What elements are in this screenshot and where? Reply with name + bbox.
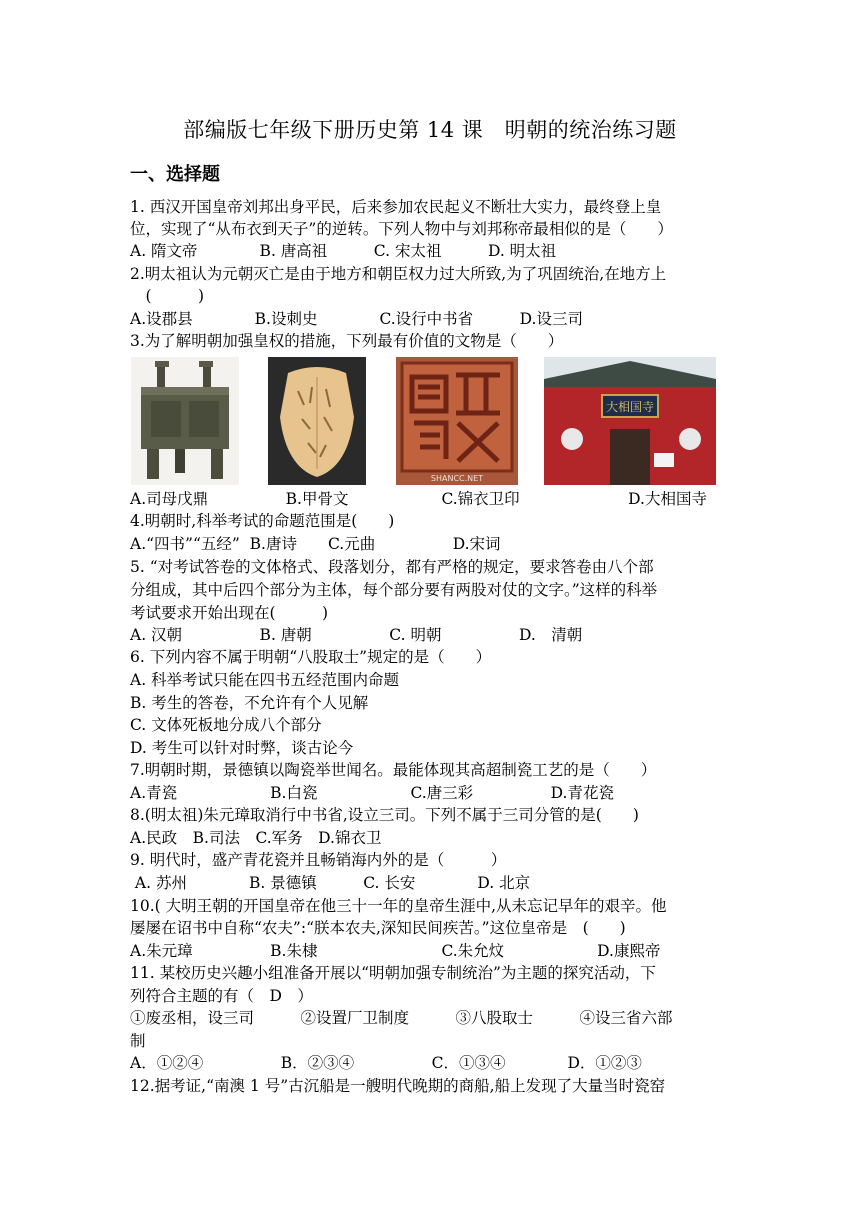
text-line: 考试要求开始出现在( ) [130, 604, 329, 622]
text-line: 11. 某校历史兴趣小组准备开展以“明朝加强专制统治”为主题的探究活动，下 [130, 964, 656, 982]
oracle-bone-image [268, 357, 366, 485]
seal-image [396, 357, 518, 485]
text-line: C. 文体死板地分成八个部分 [130, 716, 322, 734]
text-line: A.朱元璋 B.朱棣 C.朱允炆 D.康熙帝 [130, 942, 661, 960]
text-line: 分组成，其中后四个部分为主体，每个部分要有两股对仗的文字。”这样的科举 [130, 581, 658, 599]
text-line: A.司母戊鼎 B.甲骨文 C.锦衣卫印 D.大相国寺 [130, 490, 707, 508]
text-line: A. 科举考试只能在四书五经范围内命题 [130, 671, 400, 689]
text-line: 位，实现了“从布衣到天子”的逆转。下列人物中与刘邦称帝最相似的是（ ） [130, 220, 673, 238]
text-line: 2.明太祖认为元朝灭亡是由于地方和朝臣权力过大所致,为了巩固统治,在地方上 [130, 265, 667, 283]
section-heading: 一、选择题 [130, 164, 220, 185]
text-line: A.民政 B.司法 C.军务 D.锦衣卫 [130, 829, 382, 847]
text-line: A.“四书”“五经” B.唐诗 C.元曲 D.宋词 [130, 535, 501, 553]
text-line: 3.为了解明朝加强皇权的措施，下列最有价值的文物是（ ） [130, 332, 564, 350]
text-line: 1. 西汉开国皇帝刘邦出身平民，后来参加农民起义不断壮大实力，最终登上皇 [130, 198, 662, 216]
bronze-ding-image [131, 357, 239, 485]
text-line: A.设郡县 B.设刺史 C.设行中书省 D.设三司 [130, 310, 583, 328]
text-line: 列符合主题的有（ D ） [130, 987, 313, 1005]
text-line: A．①②④ B．②③④ C．①③④ D．①②③ [130, 1054, 642, 1072]
text-line: 4.明朝时,科举考试的命题范围是( ) [130, 512, 395, 530]
text-line: 7.明朝时期，景德镇以陶瓷举世闻名。最能体现其高超制瓷工艺的是（ ） [130, 761, 657, 779]
text-line: 制 [130, 1032, 146, 1050]
text-line: A. 汉朝 B. 唐朝 C. 明朝 D. 清朝 [130, 626, 583, 644]
temple-plaque: 大相国寺 [605, 400, 655, 414]
text-line: 8.(明太祖)朱元璋取消行中书省,设立三司。下列不属于三司分管的是( ) [130, 806, 639, 824]
text-line: 12.据考证,“南澳 1 号”古沉船是一艘明代晚期的商船,船上发现了大量当时瓷窑 [130, 1077, 666, 1095]
text-line: A. 隋文帝 B. 唐高祖 C. 宋太祖 D. 明太祖 [130, 242, 557, 260]
temple-image [544, 357, 716, 485]
text-line: 9. 明代时，盛产青花瓷并且畅销海内外的是（ ） [130, 851, 507, 869]
text-line: 5. “对考试答卷的文体格式、段落划分，都有严格的规定，要求答卷由八个部 [130, 558, 654, 576]
text-line: 屡屡在诏书中自称“农夫”:“朕本农夫,深知民间疾苦。”这位皇帝是 ( ) [130, 919, 626, 937]
text-line: D. 考生可以针对时弊，谈古论今 [130, 739, 354, 757]
text-line: 6. 下列内容不属于明朝“八股取士”规定的是（ ） [130, 648, 492, 666]
text-line: A.青瓷 B.白瓷 C.唐三彩 D.青花瓷 [130, 784, 614, 802]
text-line: ①废丞相，设三司 ②设置厂卫制度 ③八股取士 ④设三省六部 [130, 1009, 673, 1027]
text-line: ( ) [130, 287, 205, 305]
text-line: B. 考生的答卷，不允许有个人见解 [130, 694, 369, 712]
seal-watermark: SHANCC.NET [430, 474, 484, 483]
document-title: 部编版七年级下册历史第 14 课 明朝的统治练习题 [183, 118, 677, 142]
text-line: 10.( 大明王朝的开国皇帝在他三十一年的皇帝生涯中,从未忘记早年的艰辛。他 [130, 897, 667, 915]
text-line: A. 苏州 B. 景德镇 C. 长安 D. 北京 [130, 874, 531, 892]
